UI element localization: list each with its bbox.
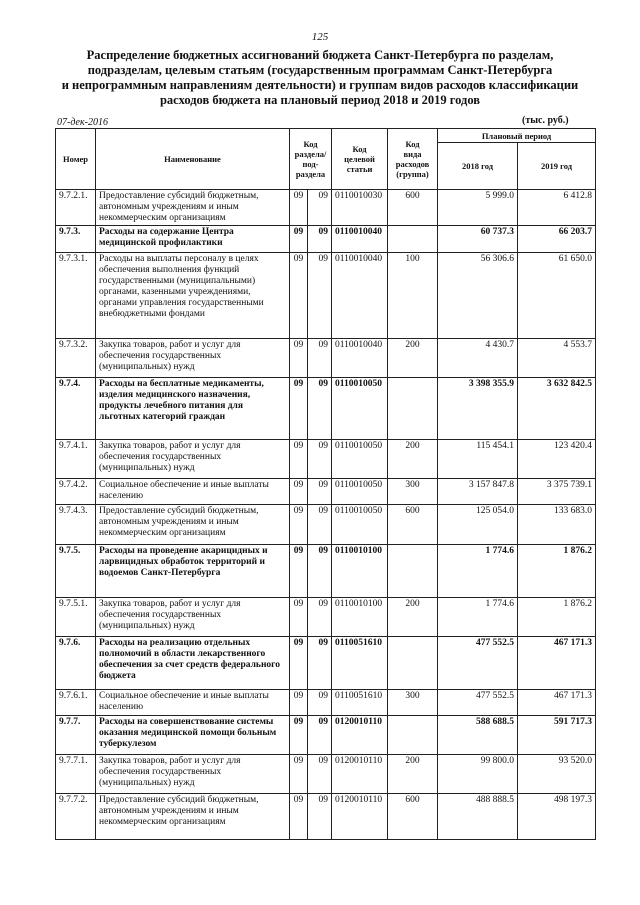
- table-row: [56, 690, 596, 716]
- row-section-code: 09: [290, 253, 308, 339]
- row-target-code: 0120010110: [332, 794, 388, 840]
- row-name: Расходы на реализацию отдельных полномочий в области лекарственного обеспечения за счет средств федерального бюджета: [96, 637, 290, 690]
- row-value-2018: 3 398 355.9: [438, 378, 518, 440]
- header-section-code: [290, 129, 332, 190]
- document-title: [56, 48, 584, 108]
- table-row: [56, 479, 596, 505]
- row-subsection-code: 09: [308, 190, 332, 226]
- table-row: [56, 794, 596, 840]
- row-name: Социальное обеспечение и иные выплаты населению: [96, 690, 290, 716]
- row-target-code: 0120010110: [332, 755, 388, 794]
- row-value-2018: 99 800.0: [438, 755, 518, 794]
- row-subsection-code: 09: [308, 690, 332, 716]
- row-number: 9.7.2.1.: [56, 190, 96, 226]
- row-name: Закупка товаров, работ и услуг для обеспечения государственных (муниципальных) нужд: [96, 339, 290, 378]
- row-name: Предоставление субсидий бюджетным, автономным учреждениям и иным некоммерческим организациям: [96, 505, 290, 545]
- row-expense-type: [388, 545, 438, 598]
- budget-table: [55, 128, 596, 840]
- table-row: [56, 598, 596, 637]
- row-target-code: 0110010050: [332, 378, 388, 440]
- row-value-2019: 4 553.7: [518, 339, 596, 378]
- row-value-2019: 123 420.4: [518, 440, 596, 479]
- row-target-code: 0110010050: [332, 479, 388, 505]
- row-subsection-code: 09: [308, 637, 332, 690]
- row-expense-type: 100: [388, 253, 438, 339]
- row-subsection-code: 09: [308, 339, 332, 378]
- row-value-2019: 467 171.3: [518, 637, 596, 690]
- table-header: [56, 129, 596, 190]
- header-type-line: расходов: [395, 159, 430, 169]
- title-line: Распределение бюджетных ассигнований бюджета Санкт-Петербурга по разделам,: [86, 48, 554, 62]
- row-number: 9.7.7.: [56, 716, 96, 755]
- row-target-code: 0110010040: [332, 226, 388, 253]
- row-expense-type: 200: [388, 598, 438, 637]
- row-number: 9.7.5.: [56, 545, 96, 598]
- table-row: [56, 716, 596, 755]
- row-target-code: 0110051610: [332, 637, 388, 690]
- table-row: [56, 339, 596, 378]
- table-row: [56, 755, 596, 794]
- row-expense-type: 300: [388, 690, 438, 716]
- row-value-2019: 591 717.3: [518, 716, 596, 755]
- row-section-code: 09: [290, 479, 308, 505]
- row-subsection-code: 09: [308, 479, 332, 505]
- row-value-2018: 125 054.0: [438, 505, 518, 545]
- row-section-code: 09: [290, 545, 308, 598]
- row-section-code: 09: [290, 226, 308, 253]
- header-section-line: раздела: [295, 169, 326, 179]
- row-value-2018: 1 774.6: [438, 598, 518, 637]
- row-number: 9.7.5.1.: [56, 598, 96, 637]
- header-number: Номер: [56, 129, 96, 190]
- table-body: [56, 190, 596, 840]
- row-name: Закупка товаров, работ и услуг для обеспечения государственных (муниципальных) нужд: [96, 440, 290, 479]
- row-subsection-code: 09: [308, 545, 332, 598]
- row-expense-type: 600: [388, 190, 438, 226]
- table-row: [56, 253, 596, 339]
- title-line: подразделам, целевым статьям (государственным программам Санкт-Петербурга: [87, 63, 553, 77]
- row-subsection-code: 09: [308, 226, 332, 253]
- header-year-2018: 2018 год: [438, 143, 518, 190]
- row-value-2018: 5 999.0: [438, 190, 518, 226]
- row-target-code: 0110010040: [332, 339, 388, 378]
- row-target-code: 0110010050: [332, 440, 388, 479]
- row-subsection-code: 09: [308, 794, 332, 840]
- header-section-line: Код: [303, 139, 318, 149]
- date-stamp: 07-дек-2016: [57, 117, 108, 128]
- table-row: [56, 378, 596, 440]
- row-section-code: 09: [290, 716, 308, 755]
- row-value-2019: 133 683.0: [518, 505, 596, 545]
- row-target-code: 0110051610: [332, 690, 388, 716]
- row-subsection-code: 09: [308, 253, 332, 339]
- row-subsection-code: 09: [308, 598, 332, 637]
- row-target-code: 0110010040: [332, 253, 388, 339]
- row-expense-type: [388, 226, 438, 253]
- row-section-code: 09: [290, 190, 308, 226]
- row-expense-type: [388, 637, 438, 690]
- row-number: 9.7.3.1.: [56, 253, 96, 339]
- row-number: 9.7.3.: [56, 226, 96, 253]
- row-name: Предоставление субсидий бюджетным, автономным учреждениям и иным некоммерческим организациям: [96, 190, 290, 226]
- row-section-code: 09: [290, 339, 308, 378]
- row-value-2018: 477 552.5: [438, 637, 518, 690]
- row-number: 9.7.4.3.: [56, 505, 96, 545]
- row-value-2018: 115 454.1: [438, 440, 518, 479]
- row-value-2018: 4 430.7: [438, 339, 518, 378]
- row-subsection-code: 09: [308, 716, 332, 755]
- row-target-code: 0120010110: [332, 716, 388, 755]
- row-target-code: 0110010100: [332, 545, 388, 598]
- row-value-2018: 60 737.3: [438, 226, 518, 253]
- row-number: 9.7.6.1.: [56, 690, 96, 716]
- table-row: [56, 226, 596, 253]
- row-expense-type: 200: [388, 440, 438, 479]
- row-name: Расходы на проведение акарицидных и ларвицидных обработок территорий и водоемов Санкт-Петербурга: [96, 545, 290, 598]
- row-section-code: 09: [290, 755, 308, 794]
- row-name: Расходы на содержание Центра медицинской профилактики: [96, 226, 290, 253]
- title-line: расходов бюджета на плановый период 2018 и 2019 годов: [159, 93, 481, 107]
- row-name: Социальное обеспечение и иные выплаты населению: [96, 479, 290, 505]
- row-value-2018: 1 774.6: [438, 545, 518, 598]
- title-line: и непрограммным направлениям деятельности) и группам видов расходов классификации: [61, 78, 579, 92]
- row-expense-type: 200: [388, 755, 438, 794]
- header-target-line: целевой: [344, 154, 375, 164]
- row-value-2019: 61 650.0: [518, 253, 596, 339]
- row-value-2019: 3 632 842.5: [518, 378, 596, 440]
- table-row: [56, 440, 596, 479]
- row-subsection-code: 09: [308, 378, 332, 440]
- header-type-line: вида: [403, 149, 422, 159]
- row-expense-type: 200: [388, 339, 438, 378]
- row-subsection-code: 09: [308, 440, 332, 479]
- row-subsection-code: 09: [308, 505, 332, 545]
- header-year-2019: 2019 год: [518, 143, 596, 190]
- row-expense-type: 300: [388, 479, 438, 505]
- row-section-code: 09: [290, 690, 308, 716]
- row-value-2018: 56 306.6: [438, 253, 518, 339]
- row-section-code: 09: [290, 378, 308, 440]
- row-name: Расходы на бесплатные медикаменты, изделия медицинского назначения, продукты лечебного питания для льготных категорий граждан: [96, 378, 290, 440]
- row-value-2018: 3 157 847.8: [438, 479, 518, 505]
- row-value-2019: 66 203.7: [518, 226, 596, 253]
- row-section-code: 09: [290, 637, 308, 690]
- row-subsection-code: 09: [308, 755, 332, 794]
- header-type-line: (группа): [396, 169, 429, 179]
- row-number: 9.7.7.2.: [56, 794, 96, 840]
- table-row: [56, 190, 596, 226]
- header-planned-period: Плановый период: [438, 129, 596, 143]
- row-number: 9.7.4.1.: [56, 440, 96, 479]
- row-section-code: 09: [290, 794, 308, 840]
- row-target-code: 0110010030: [332, 190, 388, 226]
- row-name: Расходы на совершенствование системы оказания медицинской помощи больным туберкулезом: [96, 716, 290, 755]
- row-target-code: 0110010100: [332, 598, 388, 637]
- table-row: [56, 637, 596, 690]
- row-value-2019: 1 876.2: [518, 545, 596, 598]
- header-type-line: Код: [405, 139, 420, 149]
- row-number: 9.7.7.1.: [56, 755, 96, 794]
- header-expense-type: [388, 129, 438, 190]
- row-name: Расходы на выплаты персоналу в целях обеспечения выполнения функций государственными (муниципальными) органами, казенными учреждениями, органами управления государственными внебюджетными фондами: [96, 253, 290, 339]
- page-number: 125: [311, 31, 329, 43]
- table-row: [56, 545, 596, 598]
- row-expense-type: 600: [388, 505, 438, 545]
- row-value-2019: 6 412.8: [518, 190, 596, 226]
- row-number: 9.7.4.: [56, 378, 96, 440]
- units-label: (тыс. руб.): [522, 115, 569, 126]
- header-section-line: раздела/: [294, 149, 327, 159]
- row-expense-type: 600: [388, 794, 438, 840]
- row-number: 9.7.3.2.: [56, 339, 96, 378]
- row-name: Предоставление субсидий бюджетным, автономным учреждениям и иным некоммерческим организациям: [96, 794, 290, 840]
- header-target-line: статьи: [346, 164, 373, 174]
- row-value-2019: 93 520.0: [518, 755, 596, 794]
- row-value-2019: 3 375 739.1: [518, 479, 596, 505]
- header-target-line: Код: [352, 144, 367, 154]
- row-expense-type: [388, 378, 438, 440]
- row-value-2019: 1 876.2: [518, 598, 596, 637]
- header-name: Наименование: [96, 129, 290, 190]
- row-target-code: 0110010050: [332, 505, 388, 545]
- table-row: [56, 505, 596, 545]
- row-expense-type: [388, 716, 438, 755]
- row-value-2018: 477 552.5: [438, 690, 518, 716]
- row-section-code: 09: [290, 440, 308, 479]
- header-section-line: под-: [302, 159, 319, 169]
- row-section-code: 09: [290, 505, 308, 545]
- row-name: Закупка товаров, работ и услуг для обеспечения государственных (муниципальных) нужд: [96, 598, 290, 637]
- row-value-2018: 588 688.5: [438, 716, 518, 755]
- row-value-2019: 498 197.3: [518, 794, 596, 840]
- row-name: Закупка товаров, работ и услуг для обеспечения государственных (муниципальных) нужд: [96, 755, 290, 794]
- header-target-code: [332, 129, 388, 190]
- row-number: 9.7.6.: [56, 637, 96, 690]
- row-section-code: 09: [290, 598, 308, 637]
- row-number: 9.7.4.2.: [56, 479, 96, 505]
- row-value-2019: 467 171.3: [518, 690, 596, 716]
- row-value-2018: 488 888.5: [438, 794, 518, 840]
